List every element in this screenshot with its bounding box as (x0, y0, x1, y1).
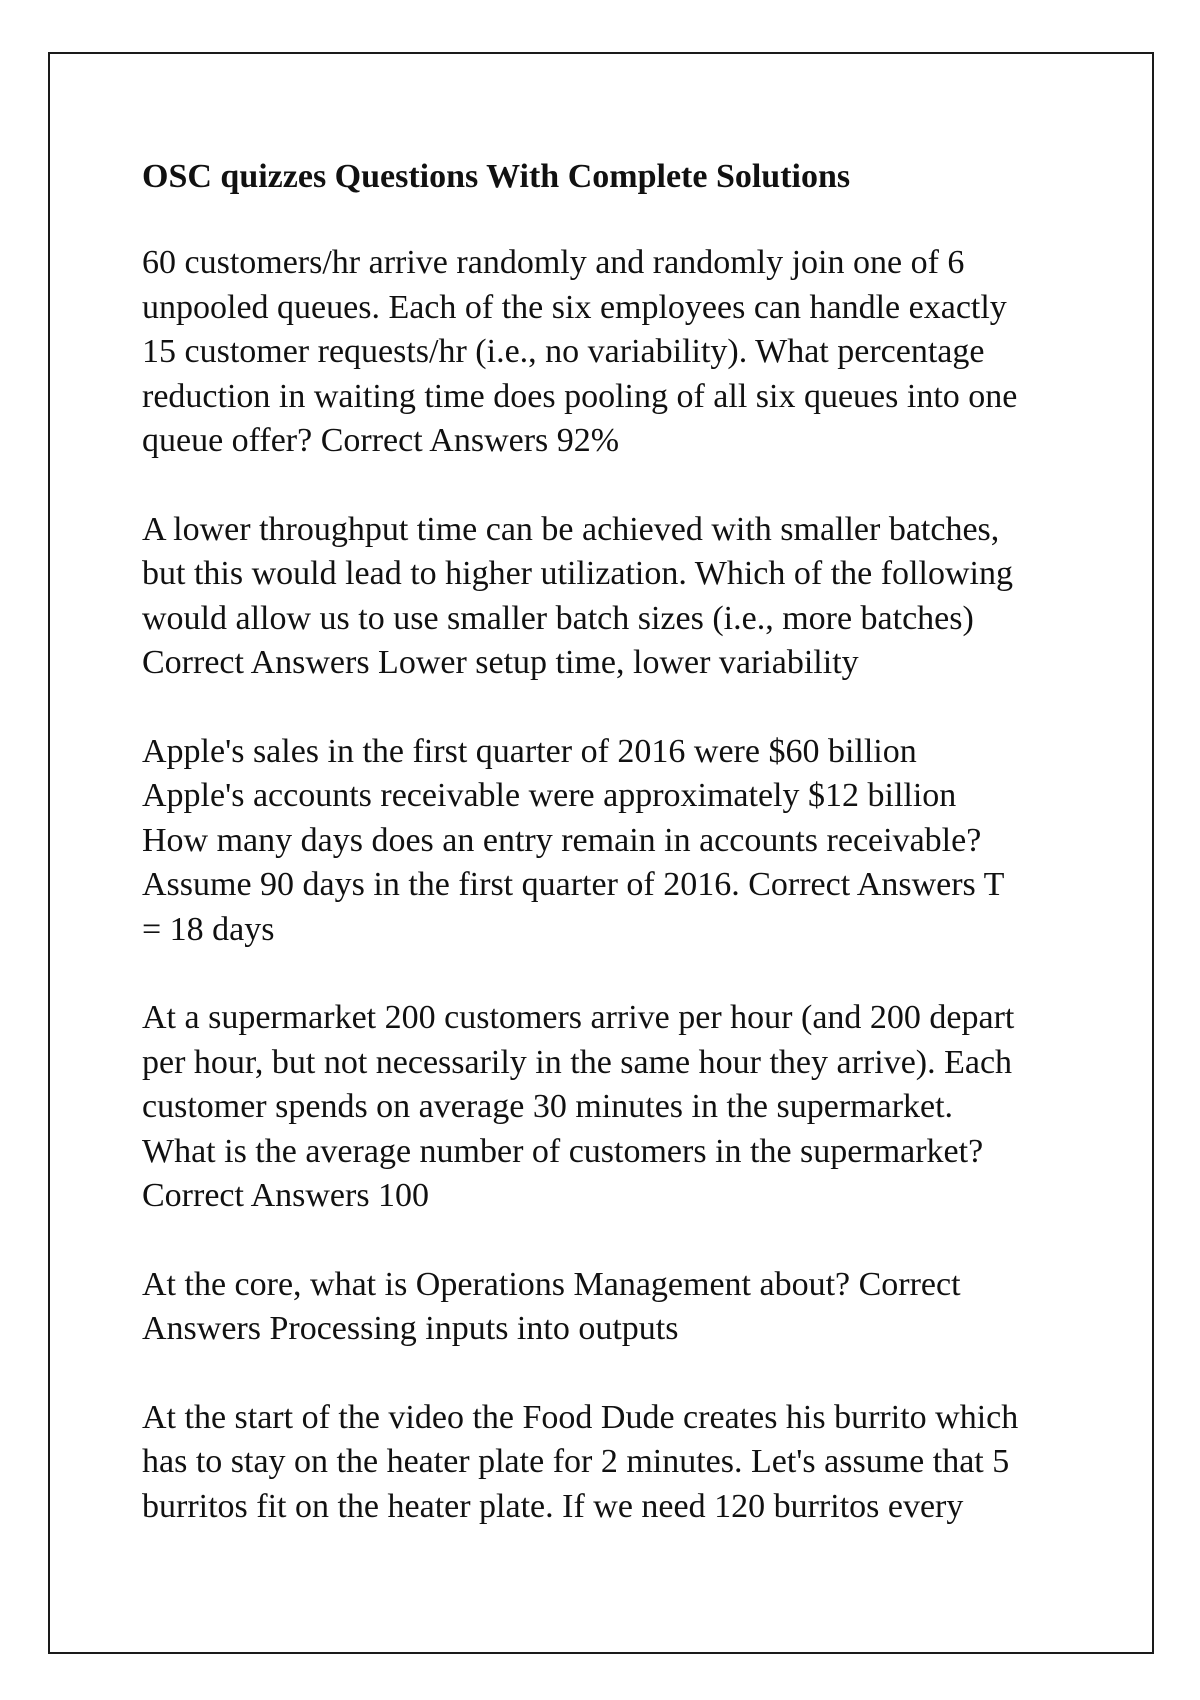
qa-item-operations-management: At the core, what is Operations Management about? Correct Answers Processing inputs into outputs (142, 1265, 961, 1347)
qa-item-pooling: 60 customers/hr arrive randomly and randomly join one of 6 unpooled queues. Each of the six employees can handle exactly 15 customer requests/hr (i.e., no variability). What percentage reduction in waiting time does pooling of all six queues into one queue offer? Correct Answers 92% (142, 244, 1018, 459)
qa-item-accounts-receivable: Apple's sales in the first quarter of 2016 were $60 billion Apple's accounts receivable were approximately $12 billion How many days does an entry remain in accounts receivable? Assume 90 days in the first quarter of 2016. Correct Answers T = 18 days (142, 732, 1005, 948)
qa-item-batch-size: A lower throughput time can be achieved with smaller batches, but this would lead to higher utilization. Which of the following would allow us to use smaller batch sizes (i.e., more batches) Correct Answers Lower setup time, lower variability (142, 510, 1013, 681)
qa-item-burrito: At the start of the video the Food Dude creates his burrito which has to stay on the heater plate for 2 minutes. Let's assume that 5 burritos fit on the heater plate. If we need 120 burritos every (142, 1398, 1019, 1525)
document-title: OSC quizzes Questions With Complete Solutions (142, 158, 851, 195)
qa-item-supermarket: At a supermarket 200 customers arrive per hour (and 200 depart per hour, but not necessarily in the same hour they arrive). Each customer spends on average 30 minutes in the supermarket. What is the average number of customers in the supermarket? Correct Answers 100 (142, 999, 1015, 1214)
document-body (142, 155, 1082, 1573)
